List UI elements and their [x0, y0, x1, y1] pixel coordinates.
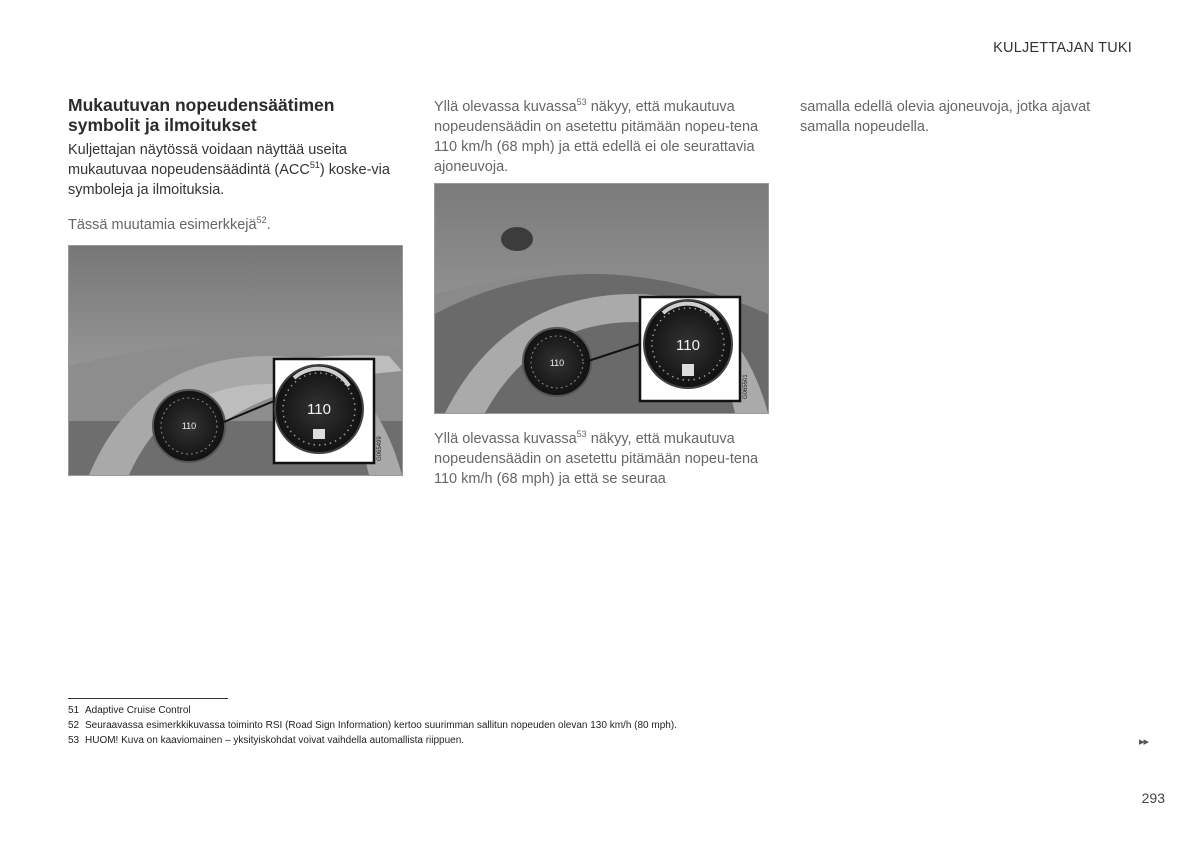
- examples-text-b: .: [266, 217, 271, 233]
- footnote-52: [68, 719, 677, 732]
- gauge-speed-large: 110: [307, 401, 331, 418]
- para2-text-b: näkyy, että mukautuva nopeudensäädin on asetettu pitämään nopeu-tena 110 km/h (68 mph) ja että se seuraa: [434, 431, 759, 487]
- section-heading: Mukautuvan nopeudensäätimen symbolit ja ilmoitukset: [68, 95, 335, 135]
- gauge-speed-large-2: 110: [676, 337, 700, 354]
- footnote-53: [68, 734, 464, 747]
- footnote-number: 51: [68, 705, 80, 716]
- figure2-caption-paragraph: [434, 97, 759, 177]
- footnote-ref-52: 52: [256, 215, 267, 226]
- para2-text-a: Yllä olevassa kuvassa: [434, 431, 577, 447]
- continuation-paragraph: samalla edellä olevia ajoneuvoja, jotka ajavat samalla nopeudella.: [800, 99, 1091, 135]
- footnote-51: [68, 704, 191, 717]
- footnote-number: 53: [68, 735, 80, 746]
- para1-text-b: näkyy, että mukautuva nopeudensäädin on asetettu pitämään nopeu-tena 110 km/h (68 mph) ja että edellä ei ole seurattavia ajoneuvoja.: [434, 99, 759, 175]
- footnote-ref-51: 51: [309, 160, 320, 171]
- examples-paragraph: [68, 215, 393, 235]
- figure2-second-paragraph: [434, 429, 759, 489]
- footnote-ref-53-b: 53: [576, 429, 587, 440]
- footnote-text: HUOM! Kuva on kaaviomainen – yksityiskohdat voivat vaihdella automallista riippuen.: [85, 735, 465, 746]
- section-header: KULJETTAJAN TUKI: [993, 40, 1132, 56]
- examples-text-a: Tässä muutamia esimerkkejä: [68, 217, 257, 233]
- footnote-text: Seuraavassa esimerkkikuvassa toiminto RSI (Road Sign Information) kertoo suurimman sallitun nopeuden olevan 130 km/h (80 mph).: [85, 720, 677, 731]
- para1-text-a: Yllä olevassa kuvassa: [434, 99, 577, 115]
- dashboard-illustration-1: [69, 246, 402, 475]
- gauge-speed-small: 110: [181, 421, 197, 431]
- intro-text-a: Kuljettajan näytössä voidaan näyttää useita mukautuvaa nopeudensäädintä (ACC: [68, 142, 347, 178]
- figure-acc-following-vehicle: [434, 183, 769, 414]
- figure-acc-no-vehicle: [68, 245, 403, 476]
- continue-arrow-icon: ▸▸: [1138, 736, 1148, 748]
- intro-paragraph: [68, 140, 393, 200]
- figure-code-2: G065501: [743, 374, 749, 399]
- figure-code: G065499: [377, 436, 383, 461]
- footnote-text: Adaptive Cruise Control: [85, 705, 191, 716]
- page-number: 293: [1141, 790, 1165, 806]
- footnote-number: 52: [68, 720, 80, 731]
- gauge-speed-small-2: 110: [549, 358, 565, 368]
- dashboard-illustration-2: [435, 184, 768, 413]
- footnote-ref-53: 53: [576, 97, 587, 108]
- intro-text-b: ) koske-via symboleja ja ilmoituksia.: [68, 162, 390, 198]
- footnote-rule: [68, 698, 228, 699]
- vehicle-ahead: [501, 227, 533, 251]
